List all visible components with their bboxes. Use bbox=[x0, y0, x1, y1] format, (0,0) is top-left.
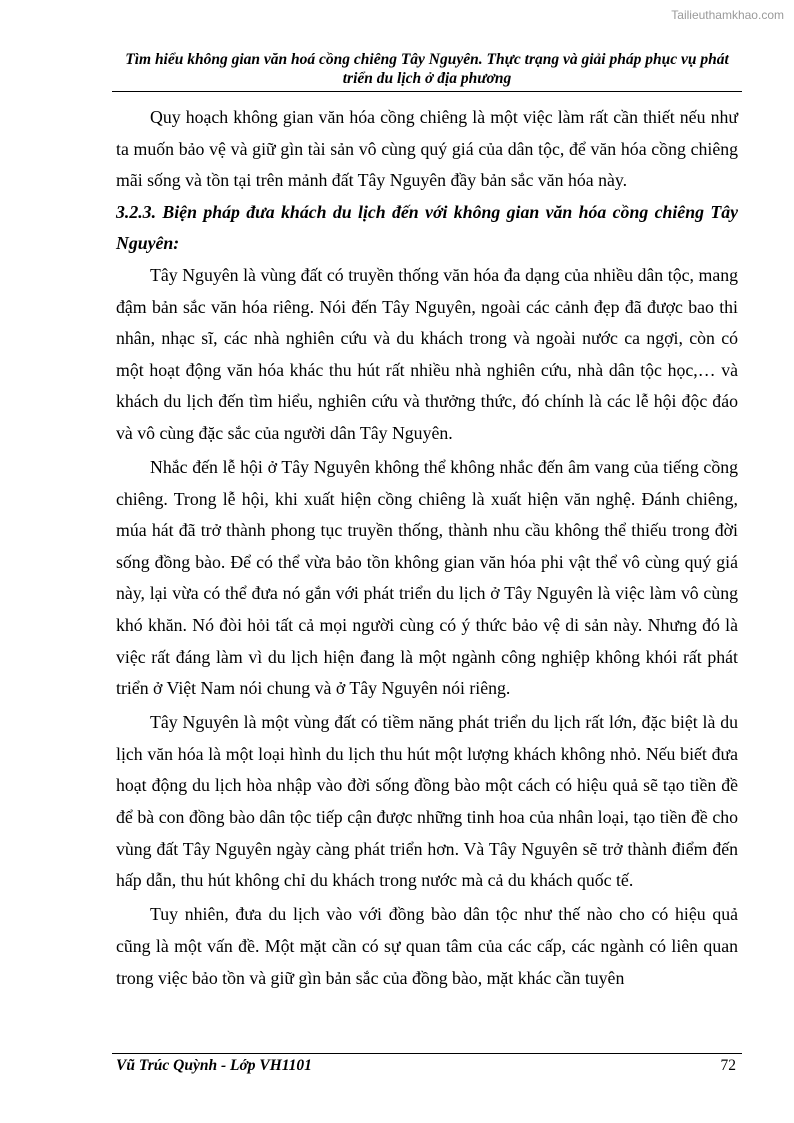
section-heading: 3.2.3. Biện pháp đưa khách du lịch đến với không gian văn hóa cồng chiêng Tây Nguyên: bbox=[116, 201, 738, 254]
body-paragraph-1: Tây Nguyên là vùng đất có truyền thống văn hóa đa dạng của nhiều dân tộc, mang đậm bản sắc văn hóa riêng. Nói đến Tây Nguyên, ngoài các cảnh đẹp đã được bao thi nhân, nhạc sĩ, các nhà nghiên cứu và du khách trong và ngoài nước ca ngợi, còn có một hoạt động văn hóa khác thu hút rất nhiều nhà nghiên cứu, nhà dân tộc học,… và khách du lịch đến tìm hiểu, nghiên cứu và thưởng thức, đó chính là các lễ hội độc đáo và vô cùng đặc sắc của người dân Tây Nguyên. bbox=[116, 264, 738, 443]
document-body bbox=[116, 102, 738, 994]
page-header-title: Tìm hiểu không gian văn hoá cồng chiêng Tây Nguyên. Thực trạng và giải pháp phục vụ phát triển du lịch ở địa phương bbox=[125, 51, 729, 87]
page-number: 72 bbox=[720, 1057, 736, 1074]
body-paragraph-4: Tuy nhiên, đưa du lịch vào với đồng bào dân tộc như thế nào cho có hiệu quả cũng là một vấn đề. Một mặt cần có sự quan tâm của các cấp, các ngành có liên quan trong việc bảo tồn và giữ gìn bản sắc của đồng bào, mặt khác cần tuyên bbox=[116, 904, 738, 988]
footer-author: Vũ Trúc Quỳnh - Lớp VH1101 bbox=[116, 1057, 312, 1074]
footer-divider bbox=[112, 1053, 742, 1054]
header-divider bbox=[112, 91, 742, 92]
intro-paragraph: Quy hoạch không gian văn hóa cồng chiêng là một việc làm rất cần thiết nếu như ta muốn bảo vệ và giữ gìn tài sản vô cùng quý giá của dân tộc, để văn hóa cồng chiêng mãi sống và tồn tại trên mảnh đất Tây Nguyên đầy bản sắc văn hóa này. bbox=[116, 107, 738, 191]
watermark-text: Tailieuthamkhao.com bbox=[671, 8, 784, 22]
body-paragraph-3: Tây Nguyên là một vùng đất có tiềm năng phát triển du lịch rất lớn, đặc biệt là du lịch văn hóa là một loại hình du lịch thu hút một lượng khách không nhỏ. Nếu biết đưa hoạt động du lịch hòa nhập vào đời sống đồng bào một cách có hiệu quả sẽ tạo tiền đề để bà con đồng bào dân tộc tiếp cận được những tinh hoa của nhân loại, tạo tiền đề cho vùng đất Tây Nguyên ngày càng phát triển hơn. Và Tây Nguyên sẽ trở thành điểm đến hấp dẫn, thu hút không chỉ du khách trong nước mà cả du khách quốc tế. bbox=[116, 712, 738, 891]
body-paragraph-2: Nhắc đến lễ hội ở Tây Nguyên không thể không nhắc đến âm vang của tiếng cồng chiêng. Trong lễ hội, khi xuất hiện cồng chiêng là xuất hiện văn nghệ. Đánh chiêng, múa hát đã trở thành phong tục truyền thống, thành nhu cầu không thể thiếu trong đời sống đồng bào. Để có thể vừa bảo tồn không gian văn hóa phi vật thể vô cùng quý giá này, lại vừa có thể đưa nó gắn với phát triển du lịch ở Tây Nguyên là việc làm vô cùng khó khăn. Nó đòi hỏi tất cả mọi người cùng có ý thức bảo vệ di sản này. Nhưng đó là việc rất đáng làm vì du lịch hiện đang là một ngành công nghiệp không khói rất phát triển ở Việt Nam nói chung và ở Tây Nguyên nói riêng. bbox=[116, 457, 738, 699]
